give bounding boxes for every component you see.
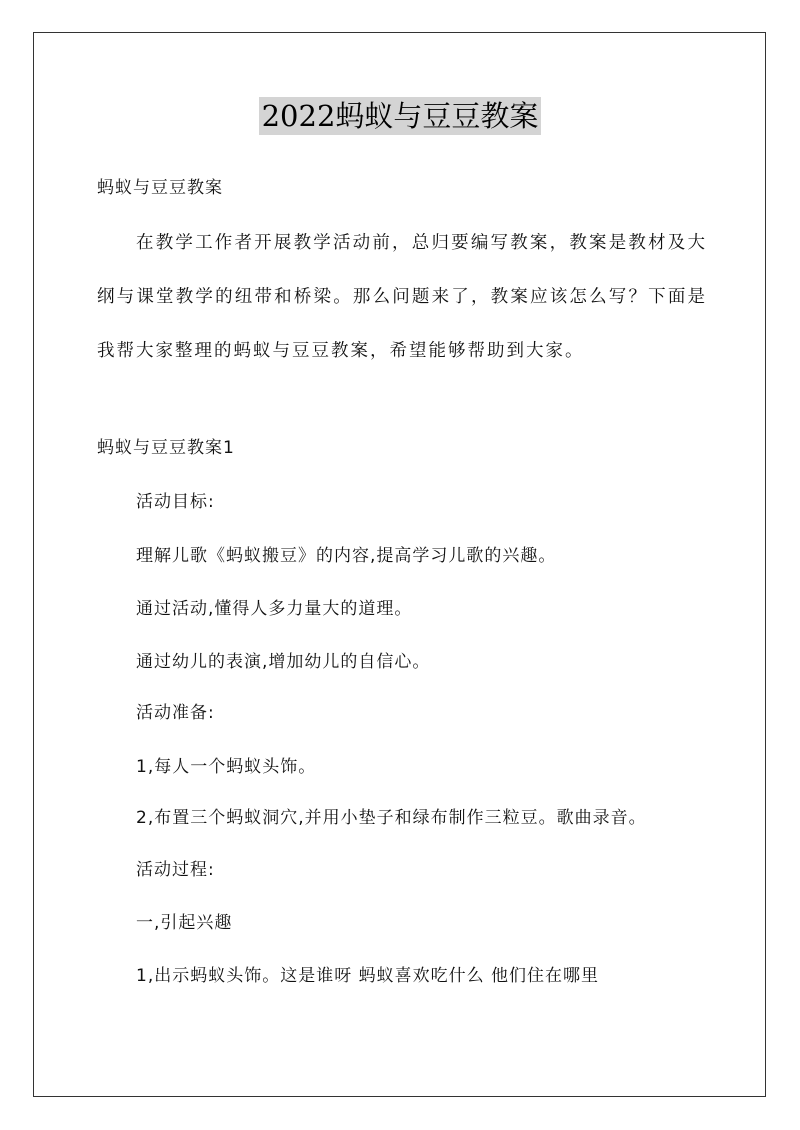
intro-paragraph: 在教学工作者开展教学活动前，总归要编写教案，教案是教材及大纲与课堂教学的纽带和桥梁。那么问题来了，教案应该怎么写？下面是我帮大家整理的蚂蚁与豆豆教案，希望能够帮助到大家。 — [97, 233, 707, 361]
section-title: 蚂蚁与豆豆教案1 — [97, 438, 235, 458]
body-line: 1,每人一个蚂蚁头饰。 — [136, 757, 317, 777]
body-line: 理解儿歌《蚂蚁搬豆》的内容,提高学习儿歌的兴趣。 — [136, 546, 557, 566]
body-line: 一,引起兴趣 — [136, 913, 233, 933]
document-title — [0, 96, 800, 136]
document-heading: 蚂蚁与豆豆教案 — [97, 178, 223, 198]
body-line: 通过幼儿的表演,增加幼儿的自信心。 — [136, 652, 431, 672]
document-title-text: 2022蚂蚁与豆豆教案 — [259, 97, 542, 135]
body-line: 1,出示蚂蚁头饰。这是谁呀 蚂蚁喜欢吃什么 他们住在哪里 — [136, 966, 600, 986]
body-line: 活动目标: — [136, 492, 215, 512]
body-line: 活动准备: — [136, 703, 215, 723]
body-line: 2,布置三个蚂蚁洞穴,并用小垫子和绿布制作三粒豆。歌曲录音。 — [136, 808, 647, 828]
body-line: 活动过程: — [136, 860, 215, 880]
body-line: 通过活动,懂得人多力量大的道理。 — [136, 599, 413, 619]
